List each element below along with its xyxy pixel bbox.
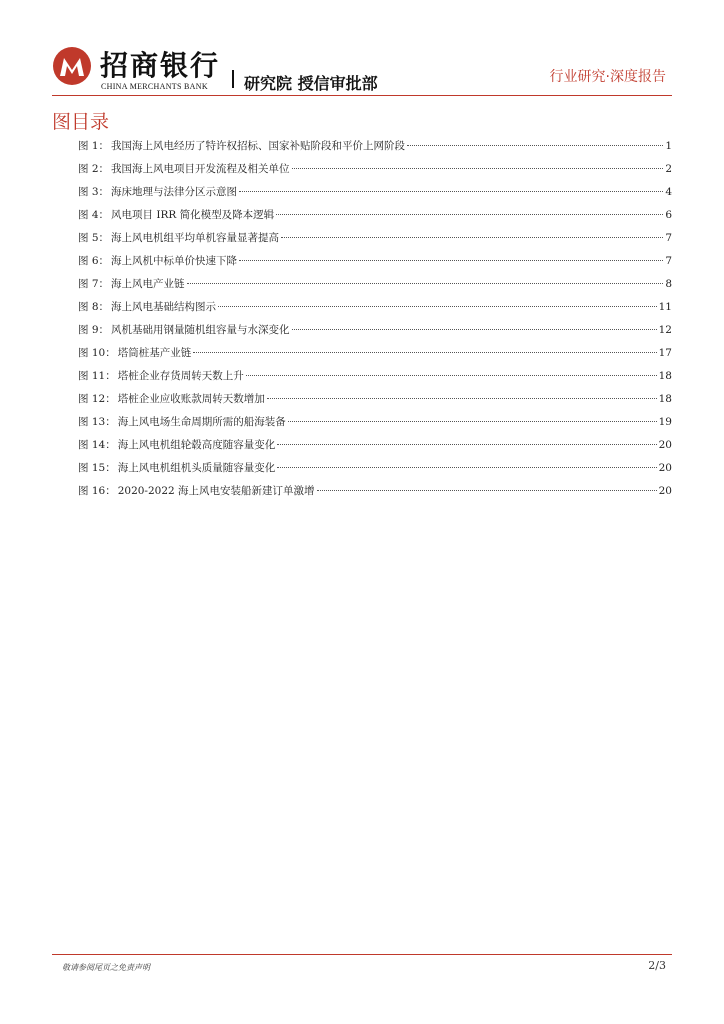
toc-entry-prefix: 图 15： xyxy=(78,462,116,474)
toc-leader-dots xyxy=(281,237,663,238)
header-divider xyxy=(232,70,234,88)
toc-entry[interactable] xyxy=(78,207,672,230)
toc-entry-page: 18 xyxy=(658,393,672,405)
toc-entry-label xyxy=(78,207,274,222)
toc-entry-text: 塔筒桩基产业链 xyxy=(117,347,192,359)
toc-entry-text: 海上风电基础结构图示 xyxy=(111,301,217,313)
toc-leader-dots xyxy=(239,260,663,261)
toc-entry-prefix: 图 12： xyxy=(78,393,116,405)
toc-entry-text: 海上风电机组平均单机容量显著提高 xyxy=(111,232,280,244)
toc-entry[interactable] xyxy=(78,230,672,253)
toc-entry-page: 1 xyxy=(665,140,672,152)
toc-entry[interactable] xyxy=(78,299,672,322)
toc-entry[interactable] xyxy=(78,138,672,161)
toc-entry-page: 18 xyxy=(658,370,672,382)
toc-leader-dots xyxy=(292,329,657,330)
toc-entry-text: 海上风机中标单价快速下降 xyxy=(111,255,238,267)
toc-entry-label xyxy=(78,483,315,498)
toc-entry-text: 塔桩企业应收账款周转天数增加 xyxy=(117,393,265,405)
toc-leader-dots xyxy=(317,490,657,491)
toc-entry[interactable] xyxy=(78,437,672,460)
toc-entry[interactable] xyxy=(78,161,672,184)
toc-entry[interactable] xyxy=(78,276,672,299)
toc-entry-label xyxy=(78,299,216,314)
toc-entry-prefix: 图 13： xyxy=(78,416,116,428)
toc-entry-label xyxy=(78,184,237,199)
footer-disclaimer: 敬请参阅尾页之免责声明 xyxy=(62,963,150,972)
toc-entry-prefix: 图 14： xyxy=(78,439,116,451)
toc-entry-page: 7 xyxy=(665,232,672,244)
toc-entry-label xyxy=(78,391,265,406)
toc-leader-dots xyxy=(276,214,663,215)
toc-entry-label xyxy=(78,414,286,429)
toc-entry-text: 我国海上风电项目开发流程及相关单位 xyxy=(111,163,290,175)
toc-leader-dots xyxy=(288,421,657,422)
toc-entry[interactable] xyxy=(78,368,672,391)
toc-entry-label xyxy=(78,138,405,153)
header-rule xyxy=(52,95,672,96)
toc-entry-prefix: 图 11： xyxy=(78,370,116,382)
toc-entry-label xyxy=(78,322,290,337)
toc-entry-page: 2 xyxy=(665,163,672,175)
toc-entry-text: 海床地理与法律分区示意图 xyxy=(111,186,238,198)
page-header xyxy=(0,0,724,100)
toc-entry-label xyxy=(78,460,275,475)
toc-entry-page: 6 xyxy=(665,209,672,221)
toc-leader-dots xyxy=(407,145,663,146)
toc-entry[interactable] xyxy=(78,414,672,437)
toc-leader-dots xyxy=(239,191,663,192)
toc-entry-page: 19 xyxy=(658,416,672,428)
toc-leader-dots xyxy=(187,283,664,284)
toc-entry[interactable] xyxy=(78,322,672,345)
toc-entry-prefix: 图 3： xyxy=(78,186,110,198)
toc-title: 图目录 xyxy=(52,111,110,133)
cmb-logo-icon xyxy=(52,46,92,86)
toc-entry[interactable] xyxy=(78,483,672,506)
toc-entry-prefix: 图 6： xyxy=(78,255,110,267)
department-name: 研究院 授信审批部 xyxy=(244,74,378,93)
report-type: 行业研究·深度报告 xyxy=(549,69,666,85)
toc-entry-text: 我国海上风电经历了特许权招标、国家补贴阶段和平价上网阶段 xyxy=(111,140,406,152)
toc-entry-label xyxy=(78,230,279,245)
toc-entry-label xyxy=(78,161,290,176)
toc-entry-prefix: 图 2： xyxy=(78,163,110,175)
toc-entry-prefix: 图 16： xyxy=(78,485,116,497)
toc-entry-prefix: 图 5： xyxy=(78,232,110,244)
toc-entry-prefix: 图 10： xyxy=(78,347,116,359)
toc-entry-prefix: 图 4： xyxy=(78,209,110,221)
toc-entry-text: 风机基础用钢量随机组容量与水深变化 xyxy=(111,324,290,336)
toc-entry-label xyxy=(78,253,237,268)
toc-entry-page: 4 xyxy=(665,186,672,198)
toc-entry-prefix: 图 1： xyxy=(78,140,110,152)
toc-entry-label xyxy=(78,276,185,291)
toc-entry-label xyxy=(78,368,244,383)
toc-entry-page: 8 xyxy=(665,278,672,290)
page-indicator: 2/3 xyxy=(648,959,666,972)
toc-entry-page: 20 xyxy=(658,485,672,497)
toc-leader-dots xyxy=(277,467,656,468)
toc-entry-page: 12 xyxy=(658,324,672,336)
toc-leader-dots xyxy=(292,168,664,169)
toc-entry-prefix: 图 7： xyxy=(78,278,110,290)
toc-entry[interactable] xyxy=(78,253,672,276)
toc-entry-page: 11 xyxy=(658,301,672,313)
toc-leader-dots xyxy=(193,352,656,353)
toc-entry-text: 海上风电机组机头质量随容量变化 xyxy=(117,462,276,474)
toc-leader-dots xyxy=(218,306,657,307)
toc-entry-text: 2020-2022 海上风电安装船新建订单激增 xyxy=(117,485,315,497)
toc-entry-label xyxy=(78,437,275,452)
toc-entry[interactable] xyxy=(78,345,672,368)
toc-entry[interactable] xyxy=(78,391,672,414)
toc-leader-dots xyxy=(246,375,657,376)
toc-entry-text: 塔桩企业存货周转天数上升 xyxy=(117,370,244,382)
toc-entry-prefix: 图 8： xyxy=(78,301,110,313)
toc-leader-dots xyxy=(267,398,657,399)
toc-entry-label xyxy=(78,345,191,360)
bank-name-cn: 招商银行 xyxy=(100,49,221,82)
toc-entry-page: 20 xyxy=(658,462,672,474)
footer-rule xyxy=(52,954,672,955)
toc-entry-text: 海上风电机组轮毂高度随容量变化 xyxy=(117,439,276,451)
toc-leader-dots xyxy=(277,444,656,445)
toc-entry-text: 海上风电产业链 xyxy=(111,278,185,290)
toc-entry[interactable] xyxy=(78,184,672,207)
toc-entry-page: 17 xyxy=(658,347,672,359)
toc-entry-prefix: 图 9： xyxy=(78,324,110,336)
toc-entry-text: 风电项目 IRR 简化模型及降本逻辑 xyxy=(111,209,275,221)
figure-toc-list xyxy=(78,138,672,506)
bank-name-en: CHINA MERCHANTS BANK xyxy=(101,82,208,91)
toc-entry-page: 7 xyxy=(665,255,672,267)
toc-entry-text: 海上风电场生命周期所需的船海装备 xyxy=(117,416,286,428)
toc-entry-page: 20 xyxy=(658,439,672,451)
toc-entry[interactable] xyxy=(78,460,672,483)
